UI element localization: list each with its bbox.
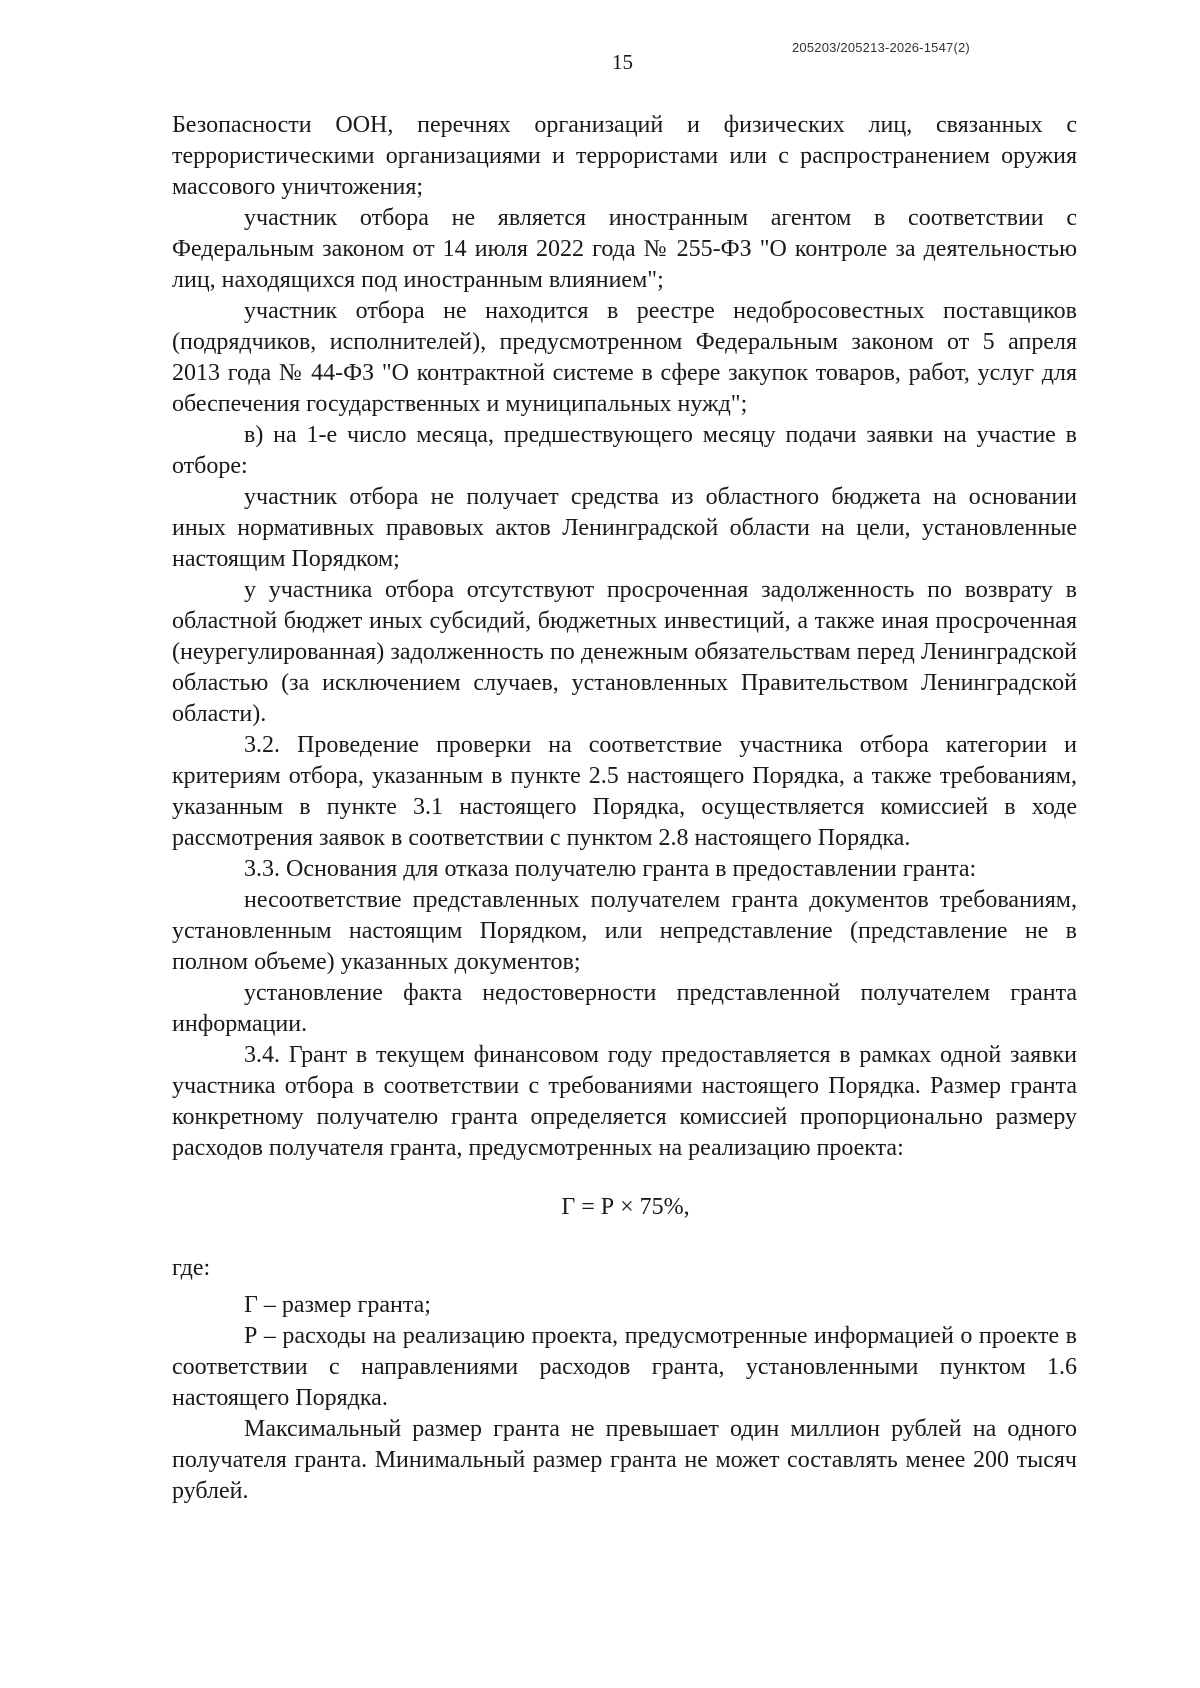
paragraph-max-min-grant: Максимальный размер гранта не превышает один миллион рублей на одного получателя гранта. Минимальный размер гранта не может составлять менее 200 тысяч рублей. xyxy=(172,1416,1077,1504)
paragraph-no-regional-funds: участник отбора не получает средства из областного бюджета на основании иных нормативных правовых актов Ленинградской области на цели, установленные настоящим Порядком; xyxy=(172,484,1077,572)
definition-project-expenses: Р – расходы на реализацию проекта, предусмотренные информацией о проекте в соответствии с направлениями расходов гранта, установленными пунктом 1.6 настоящего Порядка. xyxy=(172,1323,1077,1411)
paragraph-foreign-agent: участник отбора не является иностранным агентом в соответствии с Федеральным законом от 14 июля 2022 года № 255-ФЗ "О контроле за деятельностью лиц, находящихся под иностранным влиянием"; xyxy=(172,205,1077,293)
page-number: 15 xyxy=(612,50,633,74)
where-label: где: xyxy=(172,1255,211,1281)
document-body xyxy=(172,110,1077,1507)
paragraph-false-information: установление факта недостоверности представленной получателем гранта информации. xyxy=(172,980,1077,1037)
document-registration-number: 205203/205213-2026-1547(2) xyxy=(792,40,970,55)
paragraph-3-3-refusal-grounds: 3.3. Основания для отказа получателю гранта в предоставлении гранта: xyxy=(244,856,977,882)
paragraph-un-security-lists: Безопасности ООН, перечнях организаций и физических лиц, связанных с террористическими организациями и террористами или с распространением оружия массового уничтожения; xyxy=(172,112,1077,200)
paragraph-3-2-verification: 3.2. Проведение проверки на соответствие участника отбора категории и критериям отбора, указанным в пункте 2.5 настоящего Порядка, а также требованиям, указанным в пункте 3.1 настоящего Порядка, осуществляется комиссией в ходе рассмотрения заявок в соответствии с пунктом 2.8 настоящего Порядка. xyxy=(172,732,1077,851)
paragraph-no-overdue-debt: у участника отбора отсутствуют просроченная задолженность по возврату в областной бюджет иных субсидий, бюджетных инвестиций, а также иная просроченная (неурегулированная) задолженность по денежным обязательствам перед Ленинградской областью (за исключением случаев, установленных Правительством Ленинградской области). xyxy=(172,577,1077,727)
paragraph-first-day-of-month: в) на 1-е число месяца, предшествующего месяцу подачи заявки на участие в отборе: xyxy=(172,422,1077,479)
paragraph-unfair-suppliers-registry: участник отбора не находится в реестре недобросовестных поставщиков (подрядчиков, исполнителей), предусмотренном Федеральным законом от 5 апреля 2013 года № 44-ФЗ "О контрактной системе в сфере закупок товаров, работ, услуг для обеспечения государственных и муниципальных нужд"; xyxy=(172,298,1077,417)
grant-formula: Г = Р × 75%, xyxy=(561,1194,690,1220)
paragraph-3-4-grant-size: 3.4. Грант в текущем финансовом году предоставляется в рамках одной заявки участника отбора в соответствии с требованиями настоящего Порядка. Размер гранта конкретному получателю гранта определяется комиссией пропорционально размеру расходов получателя гранта, предусмотренных на реализацию проекта: xyxy=(172,1042,1077,1161)
definition-grant-size: Г – размер гранта; xyxy=(244,1292,431,1318)
paragraph-documents-mismatch: несоответствие представленных получателем гранта документов требованиям, установленным настоящим Порядком, или непредставление (представление не в полном объеме) указанных документов; xyxy=(172,887,1077,975)
